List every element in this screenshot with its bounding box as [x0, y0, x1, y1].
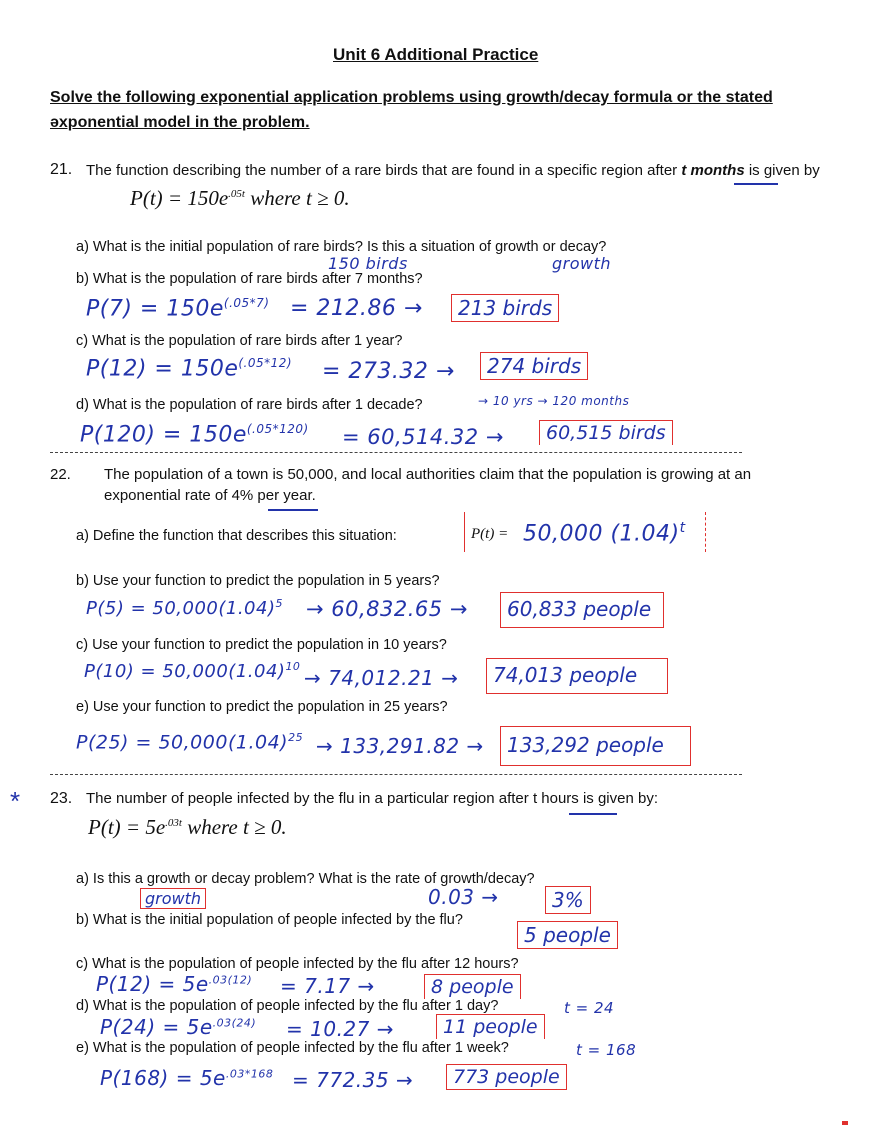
q22-e-answer-box: 133,292 people [500, 726, 691, 766]
q23-prompt-after: is given by: [578, 790, 659, 807]
q22-b-work-exp: 5 [275, 597, 283, 610]
q21-formula-exp: .05t [228, 188, 245, 200]
q22-c-work [84, 660, 300, 682]
divider-22-23 [50, 774, 742, 775]
q23-formula-exp: .03t [165, 817, 182, 829]
q21-d: d) What is the population of rare birds after 1 decade? [76, 397, 423, 413]
q21-b-answer-box: 213 birds [451, 294, 559, 322]
q22-a-box-base: 50,000 (1.04) [523, 521, 680, 547]
q23-d-work-base: P(24) = 5e [100, 1015, 213, 1039]
star-mark: * [10, 786, 21, 816]
q21-b-work-exp: (.05*7) [223, 296, 270, 310]
q22-e-result: → 133,291.82 → [316, 734, 484, 758]
q22-c-work-exp: 10 [285, 660, 301, 673]
q21-d-answer-box: 60,515 birds [539, 420, 673, 445]
q21-prompt-after: is given by [744, 162, 820, 179]
q23-e-work-exp: .03*168 [225, 1067, 274, 1081]
q23-c-work [96, 972, 252, 996]
q23-e-note: t = 168 [576, 1041, 637, 1059]
q21-formula-lhs: P(t) = 150e [130, 186, 229, 210]
q21-prompt-before: The function describing the number of a rare birds that are found in a specific region after [86, 162, 682, 179]
q21-d-note: → 10 yrs → 120 months [478, 394, 630, 408]
q23-d-result: = 10.27 → [286, 1017, 394, 1041]
divider-21-22 [50, 452, 742, 453]
q23-d-answer-box: 11 people [436, 1014, 545, 1039]
q23-c: c) What is the population of people infected by the flu after 12 hours? [76, 956, 519, 972]
q23-b: b) What is the initial population of people infected by the flu? [76, 912, 463, 928]
q21-a-answer-2: growth [552, 254, 612, 273]
q21-number: 21. [50, 161, 73, 178]
q21-formula [130, 186, 350, 211]
q22-underline-mark [268, 509, 318, 511]
instructions-line-2: əxponential model in the problem. [50, 114, 310, 131]
q23-formula [88, 815, 287, 840]
page-title: Unit 6 Additional Practice [333, 45, 539, 64]
q21-c-work-base: P(12) = 150e [86, 356, 239, 382]
q22-b-work [86, 597, 283, 619]
q23-a-answer-box-1: growth [140, 888, 206, 909]
q22-a: a) Define the function that describes this situation: [76, 528, 397, 544]
q23-d-note: t = 24 [564, 999, 615, 1017]
q21-formula-rest: where t ≥ 0. [244, 186, 350, 210]
q23-prompt-before: The number of people infected by the flu in a particular region after [86, 790, 533, 807]
q23-e-answer-box: 773 people [446, 1064, 567, 1090]
q21-c-result: = 273.32 → [322, 359, 455, 384]
q21-d-result: = 60,514.32 → [342, 425, 504, 449]
q23-e: e) What is the population of people infected by the flu after 1 week? [76, 1040, 509, 1056]
q23-d-work [100, 1015, 256, 1039]
q22-a-box-exp: t [679, 520, 686, 536]
q23-a-answer-box-2: 3% [545, 886, 591, 914]
q23-e-result: = 772.35 → [292, 1068, 414, 1092]
q21-c-work [86, 356, 292, 381]
q22-e-work-exp: 25 [288, 731, 304, 744]
q21-c: c) What is the population of rare birds after 1 year? [76, 333, 403, 349]
q21-b-result: = 212.86 → [290, 296, 423, 321]
q21-a: a) What is the initial population of rare birds? Is this a situation of growth or decay? [76, 239, 607, 255]
q22-c-work-base: P(10) = 50,000(1.04) [84, 661, 286, 682]
q21-d-work [80, 422, 309, 447]
q21-a-answer-1: 150 birds [328, 254, 408, 273]
q21-d-work-exp: (.05*120) [246, 422, 309, 436]
q23-underline-mark [569, 813, 617, 815]
q23-number: 23. [50, 790, 73, 807]
q23-t-hours: t hours [532, 790, 579, 807]
q23-prompt [86, 790, 658, 807]
q23-a-rate: 0.03 → [428, 885, 499, 909]
q23-b-answer-box: 5 people [517, 921, 618, 949]
q22-a-box-function [523, 520, 686, 546]
q21-d-work-base: P(120) = 150e [80, 422, 247, 448]
q22-b: b) Use your function to predict the population in 5 years? [76, 573, 440, 589]
q22-c-result: → 74,012.21 → [304, 666, 459, 690]
q21-underline-mark [734, 183, 778, 185]
q22-c-answer-box: 74,013 people [486, 658, 668, 694]
q23-a: a) Is this a growth or decay problem? What is the rate of growth/decay? [76, 871, 535, 887]
q21-c-answer-box: 274 birds [480, 352, 588, 380]
q23-c-result: = 7.17 → [280, 974, 375, 998]
q22-line-2: exponential rate of 4% per year. [104, 487, 316, 504]
q21-b: b) What is the population of rare birds after 7 months? [76, 271, 423, 287]
q22-c: c) Use your function to predict the population in 10 years? [76, 637, 447, 653]
q22-b-answer-box: 60,833 people [500, 592, 664, 628]
q23-e-work-base: P(168) = 5e [100, 1066, 226, 1090]
q23-formula-rest: where t ≥ 0. [181, 815, 287, 839]
q23-c-work-exp: .03(12) [208, 973, 253, 987]
q22-number: 22. [50, 466, 71, 483]
q22-a-answer-box [464, 512, 706, 552]
q21-c-work-exp: (.05*12) [238, 356, 293, 370]
q22-b-result: → 60,832.65 → [306, 597, 468, 621]
q22-e-work-base: P(25) = 50,000(1.04) [76, 731, 289, 754]
q22-b-work-base: P(5) = 50,000(1.04) [86, 598, 276, 619]
q21-t-months: t months [681, 162, 745, 179]
q21-prompt [86, 162, 820, 179]
q22-a-box-prefix: P(t) = [471, 526, 509, 542]
q22-e-work [76, 731, 303, 753]
q23-c-work-base: P(12) = 5e [96, 972, 209, 996]
corner-mark [842, 1121, 848, 1125]
q22-line-1: The population of a town is 50,000, and local authorities claim that the population is growing at an [104, 466, 752, 483]
q22-e: e) Use your function to predict the population in 25 years? [76, 699, 448, 715]
q21-b-work-base: P(7) = 150e [86, 296, 224, 322]
q23-d: d) What is the population of people infected by the flu after 1 day? [76, 998, 499, 1014]
q23-d-work-exp: .03(24) [212, 1016, 257, 1030]
q23-formula-lhs: P(t) = 5e [88, 815, 166, 839]
q23-e-work [100, 1066, 273, 1090]
q23-c-answer-box: 8 people [424, 974, 521, 999]
q21-b-work [86, 296, 269, 321]
instructions-line-1: Solve the following exponential application problems using growth/decay formula or the stated [50, 89, 773, 106]
